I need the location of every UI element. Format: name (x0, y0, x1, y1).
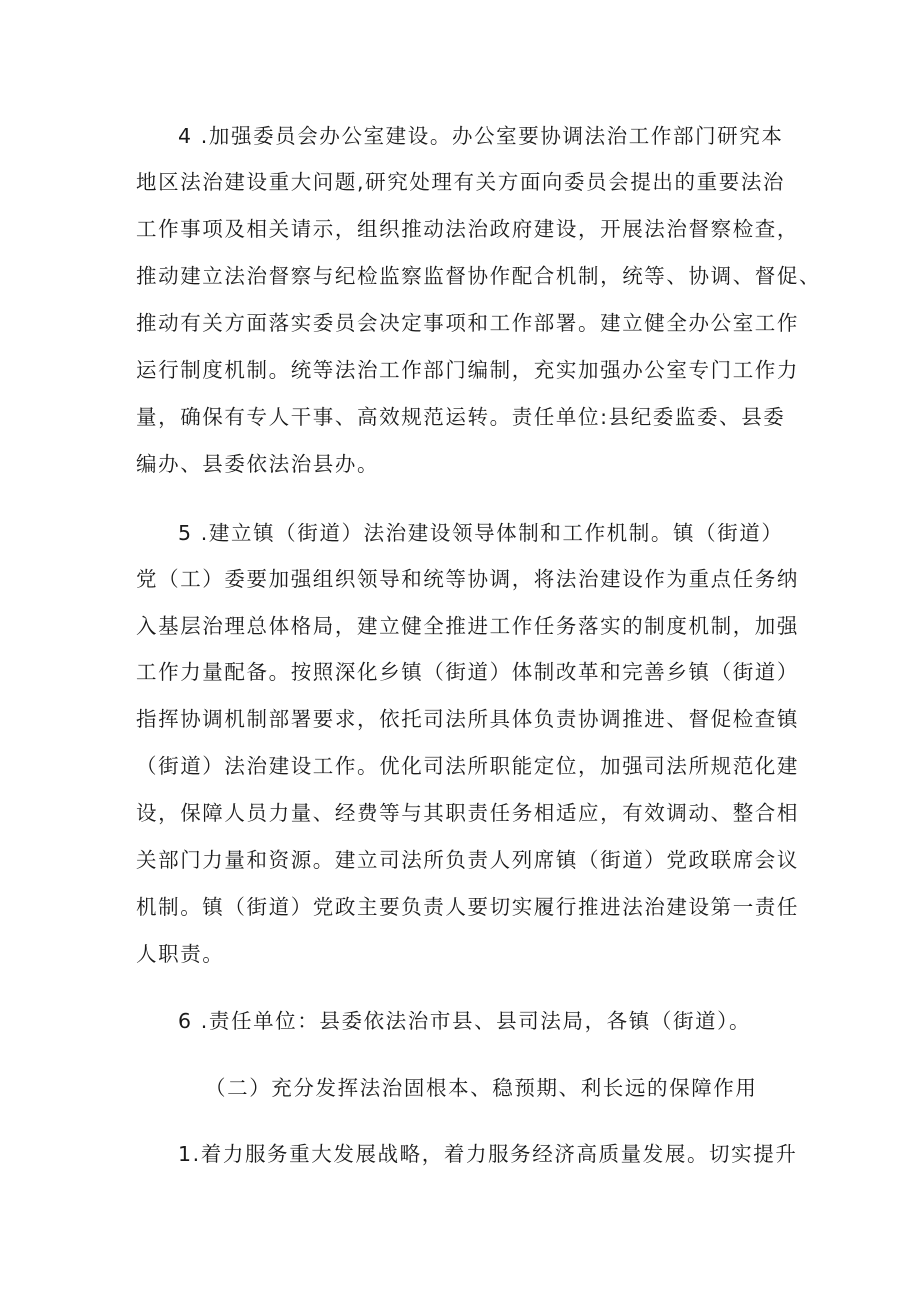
text-line: 入基层治理总体格局，建立健全推进工作任务落实的制度机制，加强 (136, 614, 799, 638)
text-line: 地区法治建设重大问题,研究处理有关方面向委员会提出的重要法治 (136, 170, 786, 194)
text-line: 关部门力量和资源。建立司法所负责人列席镇（街道）党政联席会议 (136, 848, 799, 872)
text-line: 指挥协调机制部署要求，依托司法所具体负责协调推进、督促检查镇 (136, 707, 799, 731)
text-line: 5 .建立镇（街道）法治建设领导体制和工作机制。镇（街道） (178, 521, 784, 545)
text-line: 4 .加强委员会办公室建设。办公室要协调法治工作部门研究本 (178, 124, 784, 148)
text-line: 工作力量配备。按照深化乡镇（街道）体制改革和完善乡镇（街道） (136, 660, 799, 684)
text-line: 设，保障人员力量、经费等与其职责任务相适应，有效调动、整合相 (136, 801, 799, 825)
text-line: 推动建立法治督察与纪检监察监督协作配合机制，统等、协调、督促、 (136, 264, 822, 288)
text-line: 量，确保有专人干事、高效规范运转。责任单位:县纪委监委、县委 (136, 405, 786, 429)
text-line: 工作事项及相关请示，组织推动法治政府建设，开展法治督察检查， (136, 217, 799, 241)
text-line: 运行制度机制。统等法治工作部门编制，充实加强办公室专门工作力 (136, 358, 799, 382)
text-line: 机制。镇（街道）党政主要负责人要切实履行推进法治建设第一责任 (136, 895, 799, 919)
text-line: 推动有关方面落实委员会决定事项和工作部署。建立健全办公室工作 (136, 311, 799, 335)
text-line: 人职责。 (136, 942, 225, 966)
text-line: 1.着力服务重大发展战略，着力服务经济高质量发展。切实提升 (178, 1142, 798, 1166)
text-line: 编办、县委依法治县办。 (136, 452, 380, 476)
text-line: 6 .责任单位：县委依法治市县、县司法局，各镇（街道）。 (178, 1009, 752, 1033)
section-heading-text: （二）充分发挥法治固根本、稳预期、利长远的保障作用 (205, 1076, 758, 1100)
text-line: （街道）法治建设工作。优化司法所职能定位，加强司法所规范化建 (136, 754, 799, 778)
text-line: 党（工）委要加强组织领导和统等协调，将法治建设作为重点任务纳 (136, 567, 799, 591)
